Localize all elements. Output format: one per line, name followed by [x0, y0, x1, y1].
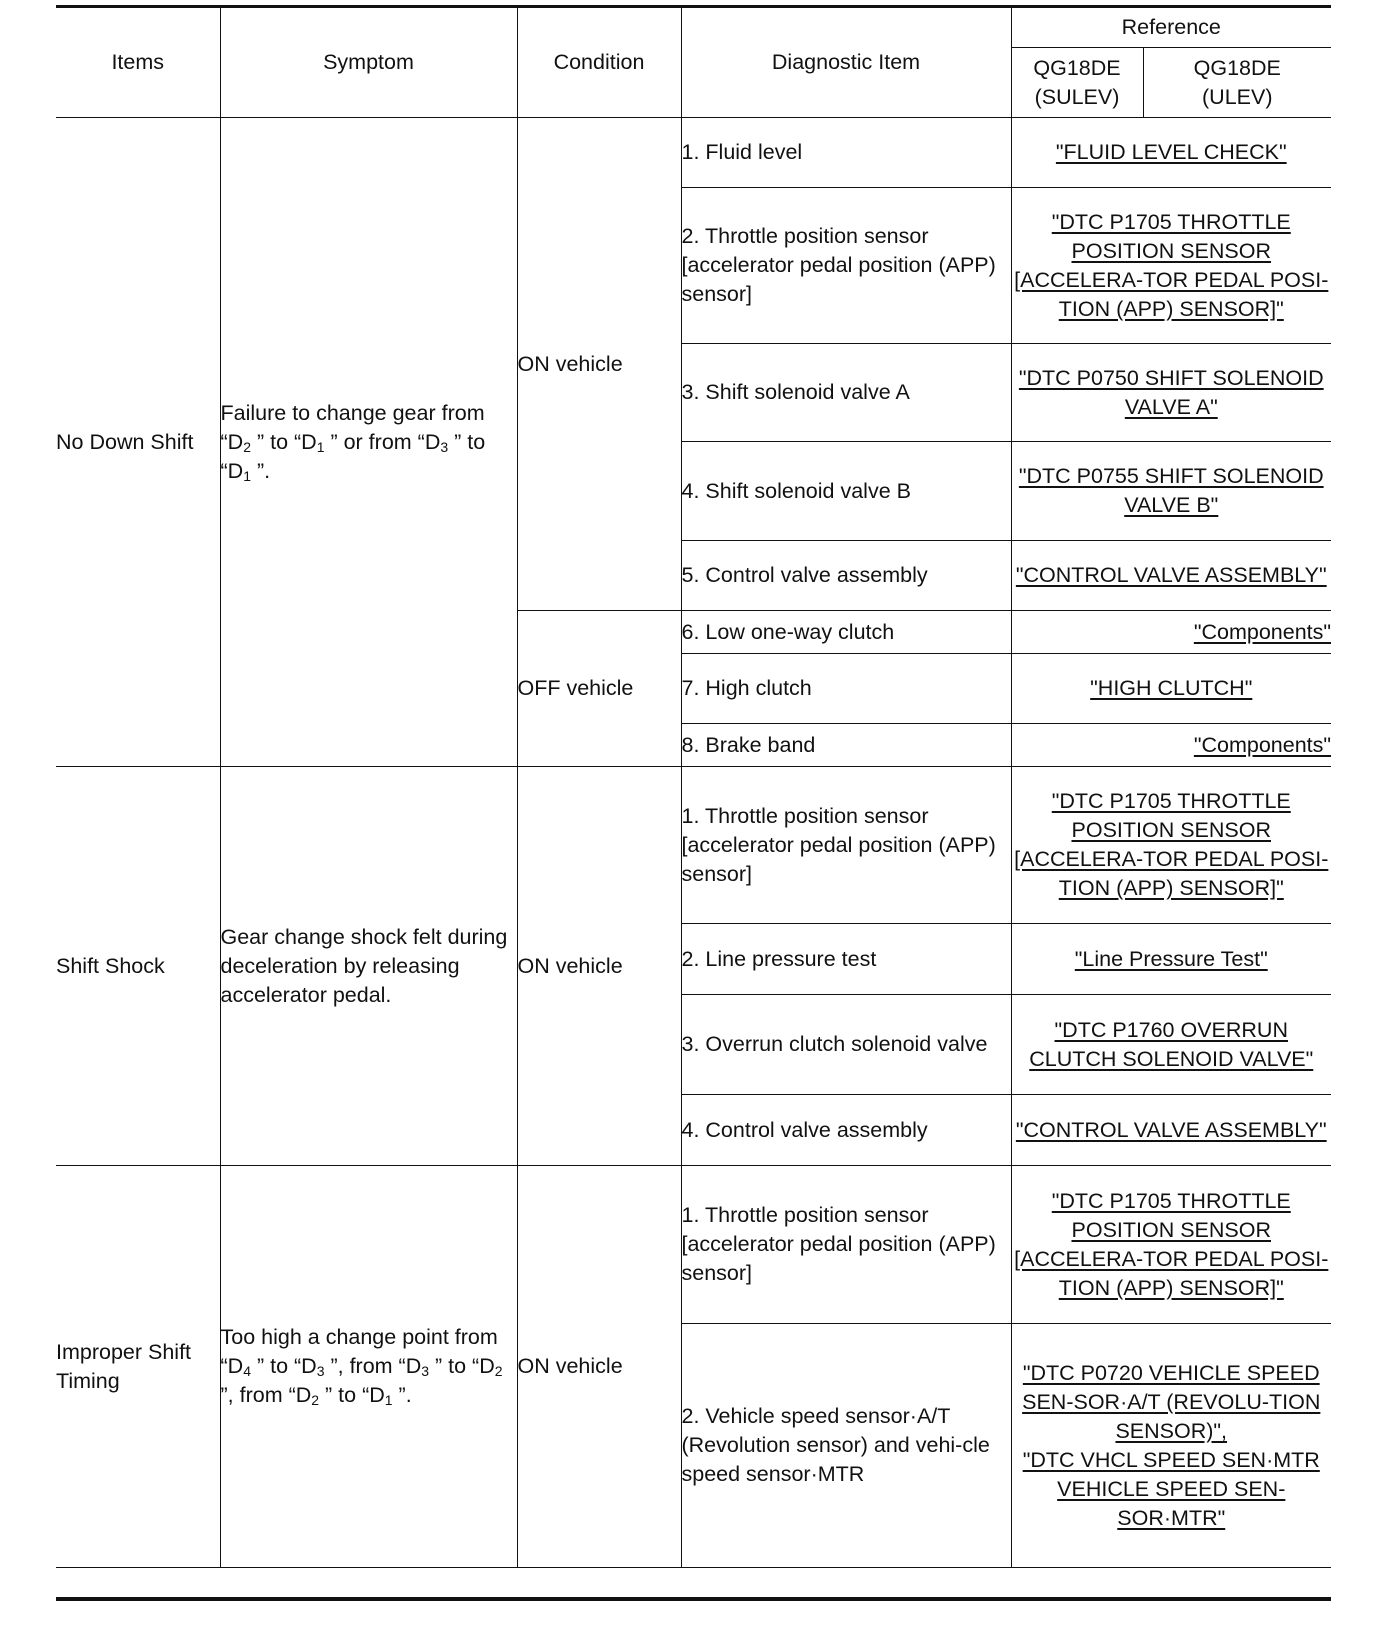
symptom-shift-shock: Gear change shock felt during deceleration by releasing accelerator pedal. — [220, 767, 517, 1166]
header-ref-ulev: QG18DE (ULEV) — [1143, 48, 1331, 118]
diagnostic-item: 2. Throttle position sensor [accelerator pedal position (APP) sensor] — [681, 188, 1011, 344]
item-shift-shock: Shift Shock — [56, 767, 220, 1166]
diagnostic-item: 3. Overrun clutch solenoid valve — [681, 995, 1011, 1095]
reference-cell — [1011, 724, 1331, 767]
reference-link[interactable]: "DTC VHCL SPEED SEN·MTR VEHICLE SPEED SEN-SOR·MTR" — [1022, 1447, 1320, 1530]
reference-link[interactable]: "DTC P0720 VEHICLE SPEED SEN-SOR·A/T (REVOLU-TION SENSOR)", — [1022, 1360, 1321, 1443]
diagnostic-item: 3. Shift solenoid valve A — [681, 344, 1011, 442]
diagnostic-item: 4. Control valve assembly — [681, 1095, 1011, 1166]
reference-link[interactable]: "DTC P0755 SHIFT SOLENOID VALVE B" — [1018, 464, 1324, 517]
condition-on-vehicle: ON vehicle — [517, 118, 681, 611]
diagnostic-item: 7. High clutch — [681, 654, 1011, 724]
table-bottom-rule — [56, 1597, 1331, 1601]
item-improper-shift-timing: Improper Shift Timing — [56, 1166, 220, 1568]
diagnostic-item: 1. Throttle position sensor [accelerator pedal position (APP) sensor] — [681, 1166, 1011, 1324]
diagnostic-item: 8. Brake band — [681, 724, 1011, 767]
header-items: Items — [56, 7, 220, 118]
reference-link[interactable]: "DTC P1705 THROTTLE POSITION SENSOR [ACCELERA-TOR PEDAL POSI-TION (APP) SENSOR]" — [1014, 789, 1329, 900]
reference-link[interactable]: "DTC P0750 SHIFT SOLENOID VALVE A" — [1018, 365, 1324, 419]
header-ref-sulev: QG18DE (SULEV) — [1011, 48, 1143, 118]
diagnostic-item: 2. Vehicle speed sensor·A/T (Revolution sensor) and vehi-cle speed sensor·MTR — [681, 1324, 1011, 1568]
header-reference: Reference — [1011, 7, 1331, 48]
reference-link[interactable]: "CONTROL VALVE ASSEMBLY" — [1015, 563, 1327, 587]
reference-link[interactable]: "DTC P1760 OVERRUN CLUTCH SOLENOID VALVE" — [1029, 1017, 1314, 1071]
reference-cell — [1011, 188, 1331, 344]
reference-cell — [1011, 654, 1331, 724]
header-diagnostic-item: Diagnostic Item — [681, 7, 1011, 118]
condition-on-vehicle: ON vehicle — [517, 1166, 681, 1568]
header-symptom: Symptom — [220, 7, 517, 118]
reference-link[interactable]: "DTC P1705 THROTTLE POSITION SENSOR [ACCELERA-TOR PEDAL POSI-TION (APP) SENSOR]" — [1014, 209, 1329, 321]
symptom-improper-shift-timing: Too high a change point from “$D_4$ ” to “$D_3$ ”, from “$D_3$ ” to “$D_2$ ”, from “$D_2$ ” to “$D_1$ ”. — [220, 1166, 517, 1568]
reference-cell — [1011, 995, 1331, 1095]
diagnostic-table — [56, 6, 1331, 1568]
symptom-no-down-shift: Failure to change gear from “$D_2$ ” to “$D_1$ ” or from “$D_3$ ” to “$D_1$ ”. — [220, 118, 517, 767]
reference-link[interactable]: "Components" — [1193, 732, 1332, 757]
item-no-down-shift: No Down Shift — [56, 118, 220, 767]
reference-cell — [1011, 611, 1331, 654]
reference-link[interactable]: "Line Pressure Test" — [1074, 946, 1268, 971]
table-row — [56, 1166, 1331, 1324]
reference-link[interactable]: "HIGH CLUTCH" — [1090, 676, 1253, 700]
reference-link[interactable]: "FLUID LEVEL CHECK" — [1055, 140, 1287, 164]
reference-link[interactable]: "DTC P1705 THROTTLE POSITION SENSOR [ACCELERA-TOR PEDAL POSI-TION (APP) SENSOR]" — [1014, 1188, 1329, 1300]
table-row — [56, 118, 1331, 188]
diagnostic-item: 1. Fluid level — [681, 118, 1011, 188]
reference-cell — [1011, 442, 1331, 541]
reference-link[interactable]: "Components" — [1193, 619, 1332, 644]
condition-off-vehicle: OFF vehicle — [517, 611, 681, 767]
reference-cell — [1011, 1166, 1331, 1324]
diagnostic-item: 4. Shift solenoid valve B — [681, 442, 1011, 541]
reference-cell — [1011, 1324, 1331, 1568]
table-row — [56, 767, 1331, 924]
condition-on-vehicle: ON vehicle — [517, 767, 681, 1166]
diagnostic-item: 5. Control valve assembly — [681, 541, 1011, 611]
diagnostic-item: 6. Low one-way clutch — [681, 611, 1011, 654]
reference-cell — [1011, 1095, 1331, 1166]
reference-cell — [1011, 118, 1331, 188]
reference-cell — [1011, 344, 1331, 442]
reference-cell — [1011, 541, 1331, 611]
diagnostic-item: 2. Line pressure test — [681, 924, 1011, 995]
header-row — [56, 7, 1331, 48]
reference-cell — [1011, 924, 1331, 995]
reference-cell — [1011, 767, 1331, 924]
diagnostic-item: 1. Throttle position sensor [accelerator pedal position (APP) sensor] — [681, 767, 1011, 924]
header-condition: Condition — [517, 7, 681, 118]
reference-link[interactable]: "CONTROL VALVE ASSEMBLY" — [1015, 1117, 1327, 1142]
